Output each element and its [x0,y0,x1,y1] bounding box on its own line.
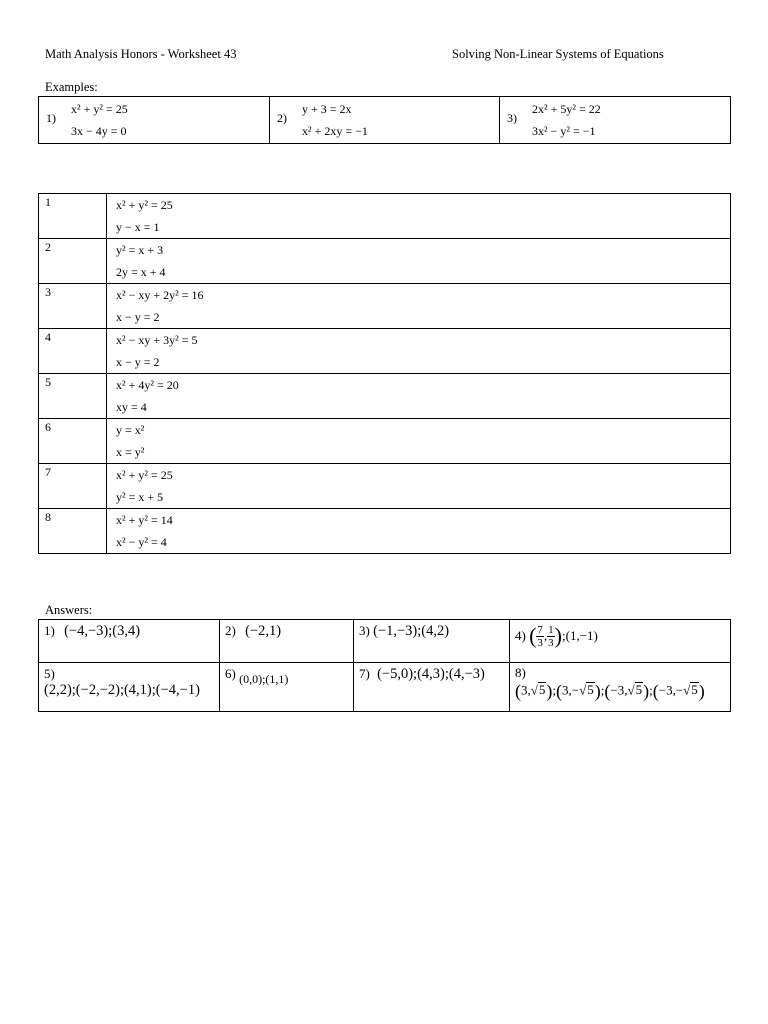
answer-text: (−2,1) [245,623,282,639]
answer-cell [354,663,510,712]
worksheet-topic: Solving Non-Linear Systems of Equations [452,47,664,61]
example-number: 1) [46,111,56,125]
answer-number: 3) [359,623,370,638]
problem-equation: x² + y² = 25 [116,198,173,212]
problem-number: 6 [39,419,107,464]
problem-equations [107,239,731,284]
example-cell [39,97,270,144]
examples-label: Examples: [45,80,98,94]
answer-number: 1) [44,623,55,638]
problem-equation: x² + y² = 14 [116,513,173,527]
problem-equation: xy = 4 [116,400,147,414]
problem-number: 7 [39,464,107,509]
answer-number: 6) [225,666,236,681]
problem-equations [107,284,731,329]
answer-cell [354,620,510,663]
answer-cell [220,663,354,712]
problem-row [39,374,731,419]
example-cell [500,97,731,144]
example-number: 2) [277,111,287,125]
problem-equation: x = y² [116,445,145,459]
problem-equations [107,464,731,509]
problem-equations [107,419,731,464]
problem-equations [107,194,731,239]
problem-equation: x − y = 2 [116,310,160,324]
problem-row [39,239,731,284]
problem-equations [107,329,731,374]
answer-text: (2,2);(−2,−2);(4,1);(−4,−1) [44,682,200,698]
problem-row [39,194,731,239]
answer-text: (−4,−3);(3,4) [64,623,141,639]
answer-text: (−5,0);(4,3);(4,−3) [377,666,485,682]
problem-number: 5 [39,374,107,419]
example-equation: x² + y² = 25 [71,102,128,116]
answer-number: 5) [44,666,55,681]
problem-number: 2 [39,239,107,284]
problem-equation: x² + y² = 25 [116,468,173,482]
problem-equation: x − y = 2 [116,355,160,369]
answer-text: (3,√5);(3,−√5);(−3,√5);(−3,−√5) [515,681,705,701]
problems-table [38,193,731,554]
example-number: 3) [507,111,517,125]
answer-cell [39,663,220,712]
problem-equation: y = x² [116,423,145,437]
problem-equations [107,374,731,419]
example-equation: 3x² − y² = −1 [532,124,596,138]
problem-equation: x² − xy + 3y² = 5 [116,333,198,347]
problem-equation: y² = x + 3 [116,243,164,257]
problem-number: 1 [39,194,107,239]
answer-number: 7) [359,666,370,681]
problem-row [39,329,731,374]
example-equation: 3x − 4y = 0 [71,124,127,138]
problem-number: 8 [39,509,107,554]
problem-equations [107,509,731,554]
worksheet-title: Math Analysis Honors - Worksheet 43 [45,47,237,61]
example-cell [270,97,500,144]
answers-table [38,619,731,712]
answer-cell [39,620,220,663]
answer-number: 2) [225,623,236,638]
problem-equation: y − x = 1 [116,220,160,234]
problem-row [39,419,731,464]
fraction: $\frac{7}{3}$ [537,623,543,649]
examples-table [38,96,731,144]
example-equation: y + 3 = 2x [302,102,352,116]
answer-cell: 4) ( $\frac{7}{3}$ , $\frac{1}{3}$ );(1,−1) [510,620,731,663]
answers-label: Answers: [45,603,93,617]
problem-equation: x² − y² = 4 [116,535,167,549]
problem-equation: x² + 4y² = 20 [116,378,179,392]
problem-equation: 2y = x + 4 [116,265,166,279]
answer-cell [220,620,354,663]
problem-row [39,284,731,329]
example-equation: x² + 2xy = −1 [302,124,368,138]
answer-text: (0,0);(1,1) [239,672,289,686]
example-equation: 2x² + 5y² = 22 [532,102,601,116]
problem-row [39,509,731,554]
fraction: $\frac{1}{3}$ [548,623,554,649]
answer-text: ;(1,−1) [562,628,598,643]
problem-row [39,464,731,509]
problem-number: 3 [39,284,107,329]
answer-cell [510,663,731,712]
answer-number: 4) [515,628,526,643]
problem-equation: x² − xy + 2y² = 16 [116,288,204,302]
answer-number: 8) [515,665,526,680]
problem-number: 4 [39,329,107,374]
problem-equation: y² = x + 5 [116,490,164,504]
answer-text: (−1,−3);(4,2) [373,623,450,639]
